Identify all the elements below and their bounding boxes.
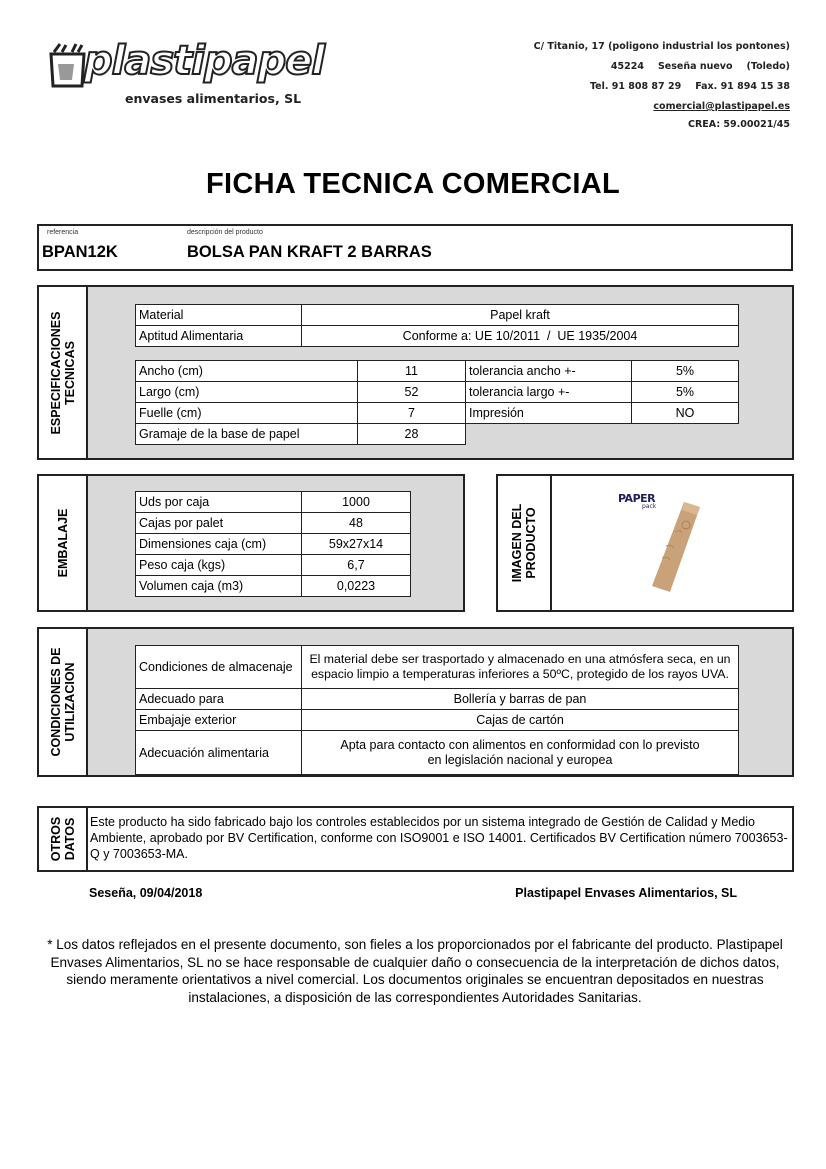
usage-section [37, 627, 794, 777]
table-row [136, 382, 739, 403]
reference-label: referencia [47, 229, 79, 236]
packaging-side-label: EMBALAJE [39, 476, 88, 610]
aptitud-value: Conforme a: UE 10/2011 / UE 1935/2004 [302, 326, 739, 347]
page-title: FICHA TECNICA COMERCIAL [206, 168, 620, 200]
table-row [136, 403, 739, 424]
other-title-line1: OTROS [48, 816, 63, 862]
paperpack-brand: PAPER [618, 492, 656, 505]
dimension-value: 11 [358, 361, 466, 382]
usage-title-line1: CONDICIONES DE [48, 647, 63, 757]
kraft-bag-icon [642, 498, 712, 596]
table-row [136, 555, 411, 576]
table-row [136, 689, 739, 710]
packaging-label: Dimensiones caja (cm) [136, 534, 302, 555]
tolerance-value: 5% [632, 361, 739, 382]
specs-title-line1: ESPECIFICACIONES [48, 311, 63, 434]
dimension-value: 52 [358, 382, 466, 403]
fax: Fax. 91 894 15 38 [695, 81, 790, 92]
postal-code: 45224 [610, 61, 644, 72]
usage-value: Apta para contacto con alimentos en conformidad con lo previsto en legislación nacional y europea [302, 731, 739, 775]
usage-value: El material debe ser trasportado y almacenado en una atmósfera seca, en un espacio limpio a temperaturas inferiores a 50ºC, protegido de los rayos UVA. [302, 646, 739, 689]
table-row [136, 710, 739, 731]
table-row [136, 305, 739, 326]
packaging-value: 59x27x14 [302, 534, 411, 555]
table-row [136, 731, 739, 775]
company-address [534, 37, 790, 133]
specs-title-line2: TECNICAS [62, 340, 77, 405]
paperpack-sub: pack [642, 503, 657, 510]
city: Seseña nuevo [657, 61, 733, 72]
grammage-label: Gramaje de la base de papel [136, 424, 358, 445]
usage-label: Embajaje exterior [136, 710, 302, 731]
usage-side-label [39, 629, 88, 775]
bag-logo-icon [48, 42, 88, 88]
product-image [552, 480, 790, 608]
address-city-line [534, 57, 790, 77]
dimension-label: Fuelle (cm) [136, 403, 358, 424]
tolerance-value: 5% [632, 382, 739, 403]
material-table [135, 304, 739, 347]
packaging-label: Uds por caja [136, 492, 302, 513]
other-title-line2: DATOS [62, 817, 77, 861]
image-title-line2: PRODUCTO [524, 507, 538, 579]
packaging-value: 1000 [302, 492, 411, 513]
material-label: Material [136, 305, 302, 326]
aptitud-label: Aptitud Alimentaria [136, 326, 302, 347]
material-value: Papel kraft [302, 305, 739, 326]
disclaimer: * Los datos reflejados en el presente documento, son fieles a los proporcionados por el fabricante del producto. Plastipapel Envases Alimentarios, SL no se hace responsable de cualquier daño o consecuencia de la interpretación de dichos datos, siendo meramente orientativos a nivel comercial. Los documentos originales se encuentran depositados en nuestras instalaciones, a disposición de las correspondientes Autoridades Sanitarias. [47, 937, 783, 1005]
packaging-table [135, 491, 411, 597]
province: (Toledo) [746, 61, 790, 72]
dimension-value: 7 [358, 403, 466, 424]
address-line: C/ Titanio, 17 (poligono industrial los pontones) [533, 41, 790, 52]
other-side-label [39, 808, 88, 870]
specs-section [37, 285, 794, 460]
print-value: NO [632, 403, 739, 424]
table-row [136, 424, 739, 445]
table-row [136, 513, 411, 534]
tolerance-label: tolerancia largo +- [466, 382, 632, 403]
packaging-section [37, 474, 465, 612]
description-value: BOLSA PAN KRAFT 2 BARRAS [187, 243, 432, 261]
image-side-label [498, 476, 552, 610]
image-title-line1: IMAGEN DEL [510, 503, 524, 583]
logo-tagline: envases alimentarios, SL [125, 91, 302, 106]
usage-label: Adecuación alimentaria [136, 731, 302, 775]
usage-table [135, 645, 739, 775]
packaging-label: Volumen caja (m3) [136, 576, 302, 597]
grammage-value: 28 [358, 424, 466, 445]
phone: Tel. 91 808 87 29 [589, 81, 682, 92]
table-row [136, 646, 739, 689]
specs-side-label [39, 287, 88, 458]
usage-value: Bollería y barras de pan [302, 689, 739, 710]
email-link[interactable]: comercial@plastipapel.es [653, 101, 790, 112]
other-data-text: Este producto ha sido fabricado bajo los controles establecidos por un sistema integrado de Gestión de Calidad y Medio Ambiente, aprobado por BV Certification, conforme con ISO9001 e ISO 14001. Certificados BV Certification número 7003653-Q y 7003653-MA. [90, 815, 788, 861]
logo-wordmark: plastipapel [84, 38, 325, 84]
description-label: descripción del producto [187, 229, 263, 236]
packaging-value: 48 [302, 513, 411, 534]
phone-fax-line [534, 77, 790, 97]
usage-title-line2: UTILIZACION [62, 662, 77, 742]
tolerance-label: tolerancia ancho +- [466, 361, 632, 382]
place-date: Seseña, 09/04/2018 [89, 886, 203, 900]
dimensions-table [135, 360, 739, 445]
dimension-label: Largo (cm) [136, 382, 358, 403]
usage-label: Adecuado para [136, 689, 302, 710]
reference-value: BPAN12K [42, 243, 118, 261]
table-row [136, 576, 411, 597]
company-logo [46, 36, 325, 106]
usage-label: Condiciones de almacenaje [136, 646, 302, 689]
dimension-label: Ancho (cm) [136, 361, 358, 382]
table-row [136, 361, 739, 382]
packaging-value: 0,0223 [302, 576, 411, 597]
crea-number: CREA: 59.00021/45 [688, 119, 790, 130]
print-label: Impresión [466, 403, 632, 424]
packaging-value: 6,7 [302, 555, 411, 576]
usage-value: Cajas de cartón [302, 710, 739, 731]
packaging-label: Peso caja (kgs) [136, 555, 302, 576]
product-image-section [496, 474, 794, 612]
packaging-label: Cajas por palet [136, 513, 302, 534]
signature: Plastipapel Envases Alimentarios, SL [515, 886, 737, 900]
reference-box [37, 224, 793, 271]
other-data-section [37, 806, 794, 872]
table-row [136, 326, 739, 347]
table-row [136, 492, 411, 513]
table-row [136, 534, 411, 555]
